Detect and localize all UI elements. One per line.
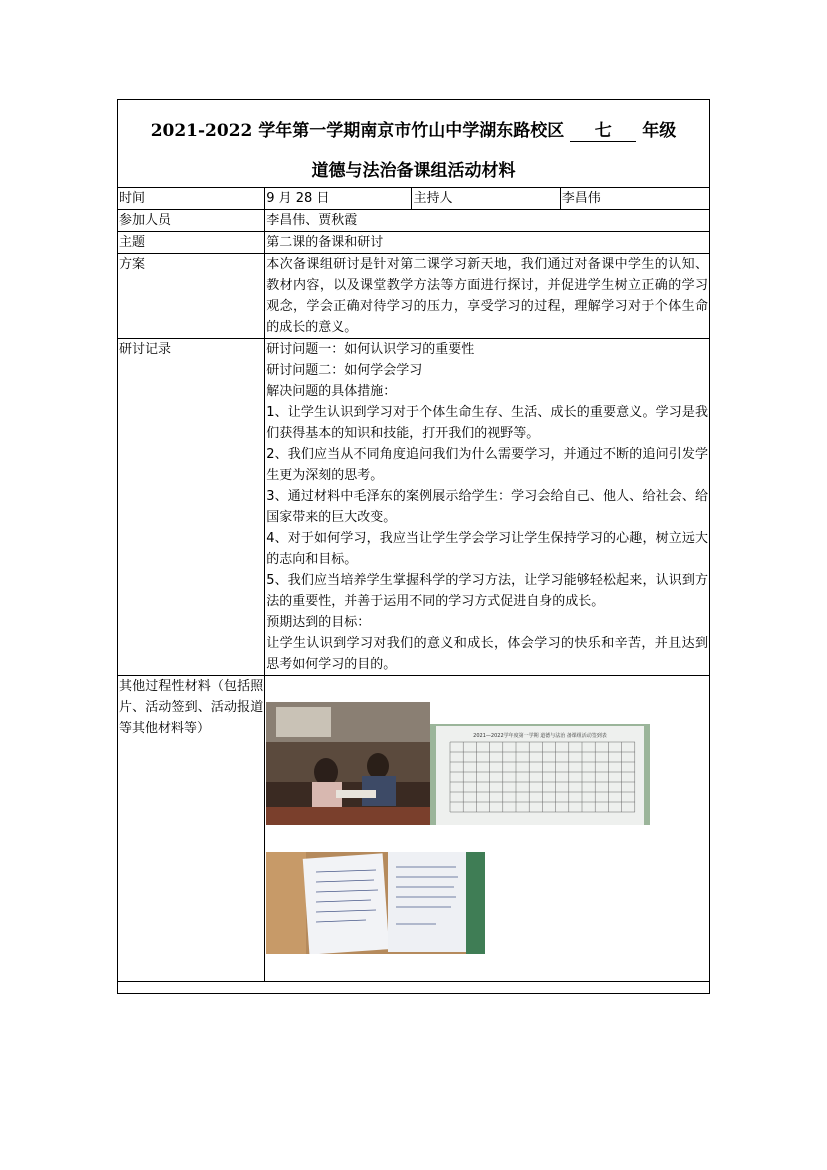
record-line: 预期达到的目标：: [266, 615, 371, 630]
form-table: [117, 187, 710, 982]
record-value: [265, 339, 710, 676]
record-line: 解决问题的具体措施：: [266, 384, 397, 399]
other-label: 其他过程性材料（包括照片、活动签到、活动报道等其他材料等）: [118, 676, 265, 982]
signin-sheet-heading: 2021—2022学年度第一学期 道德与法治 备课组活动签到表: [473, 733, 608, 739]
title-suffix: 年级: [642, 121, 677, 141]
time-value: 9 月 28 日: [265, 188, 412, 210]
time-label: 时间: [118, 188, 265, 210]
plan-row: [118, 254, 710, 339]
signin-sheet-photo: [430, 724, 650, 825]
meeting-photo-image: [266, 702, 430, 825]
photo-area: [265, 676, 710, 982]
plan-label: 方案: [118, 254, 265, 339]
record-line: 3、通过材料中毛泽东的案例展示给学生：学习会给自己、他人、给社会、给国家带来的巨大改变。: [266, 489, 708, 525]
record-line: 研讨问题一：如何认识学习的重要性: [266, 342, 475, 357]
notebook-photo: [266, 852, 485, 954]
plan-text: 本次备课组研讨是针对第二课学习新天地，我们通过对备课中学生的认知、教材内容，以及课堂教学方法等方面进行探讨，并促进学生树立正确的学习观念，学会正确对待学习的压力，享受学习的过程，理解学习对于个体生命的成长的意义。: [266, 257, 708, 335]
materials-row: [118, 676, 710, 982]
activity-form: [117, 99, 710, 994]
topic-value: 第二课的备课和研讨: [265, 232, 710, 254]
host-label: 主持人: [412, 188, 560, 210]
participants-value: 李昌伟、贾秋霞: [265, 210, 710, 232]
time-row: [118, 188, 710, 210]
topic-label: 主题: [118, 232, 265, 254]
grade-blank: 七: [570, 122, 636, 142]
plan-value: [265, 254, 710, 339]
title-prefix: 2021-2022 学年第一学期南京市竹山中学湖东路校区: [150, 121, 565, 141]
record-line: 研讨问题二：如何学会学习: [266, 363, 423, 378]
host-value: 李昌伟: [560, 188, 709, 210]
record-line: 5、我们应当培养学生掌握科学的学习方法，让学习能够轻松起来，认识到方法的重要性，并善于运用不同的学习方式促进自身的成长。: [266, 573, 708, 609]
record-label: 研讨记录: [118, 339, 265, 676]
form-subtitle: 道德与法治备课组活动材料: [311, 161, 516, 181]
participants-label: 参加人员: [118, 210, 265, 232]
record-line: 2、我们应当从不同角度追问我们为什么需要学习，并通过不断的追问引发学生更为深刻的思考。: [266, 447, 708, 483]
record-line: 1、让学生认识到学习对于个体生命生存、生活、成长的重要意义。学习是我们获得基本的知识和技能，打开我们的视野等。: [266, 405, 708, 441]
record-row: [118, 339, 710, 676]
participants-row: [118, 210, 710, 232]
record-line: 4、对于如何学习，我应当让学生学会学习让学生保持学习的心趣，树立远大的志向和目标。: [266, 531, 708, 567]
meeting-photo: [266, 702, 430, 825]
record-line: 让学生认识到学习对我们的意义和成长，体会学习的快乐和辛苦，并且达到思考如何学习的目的。: [266, 636, 708, 672]
form-title: [118, 116, 709, 142]
topic-row: [118, 232, 710, 254]
signin-sheet-image: [430, 724, 650, 825]
notebook-photo-image: [266, 852, 485, 954]
